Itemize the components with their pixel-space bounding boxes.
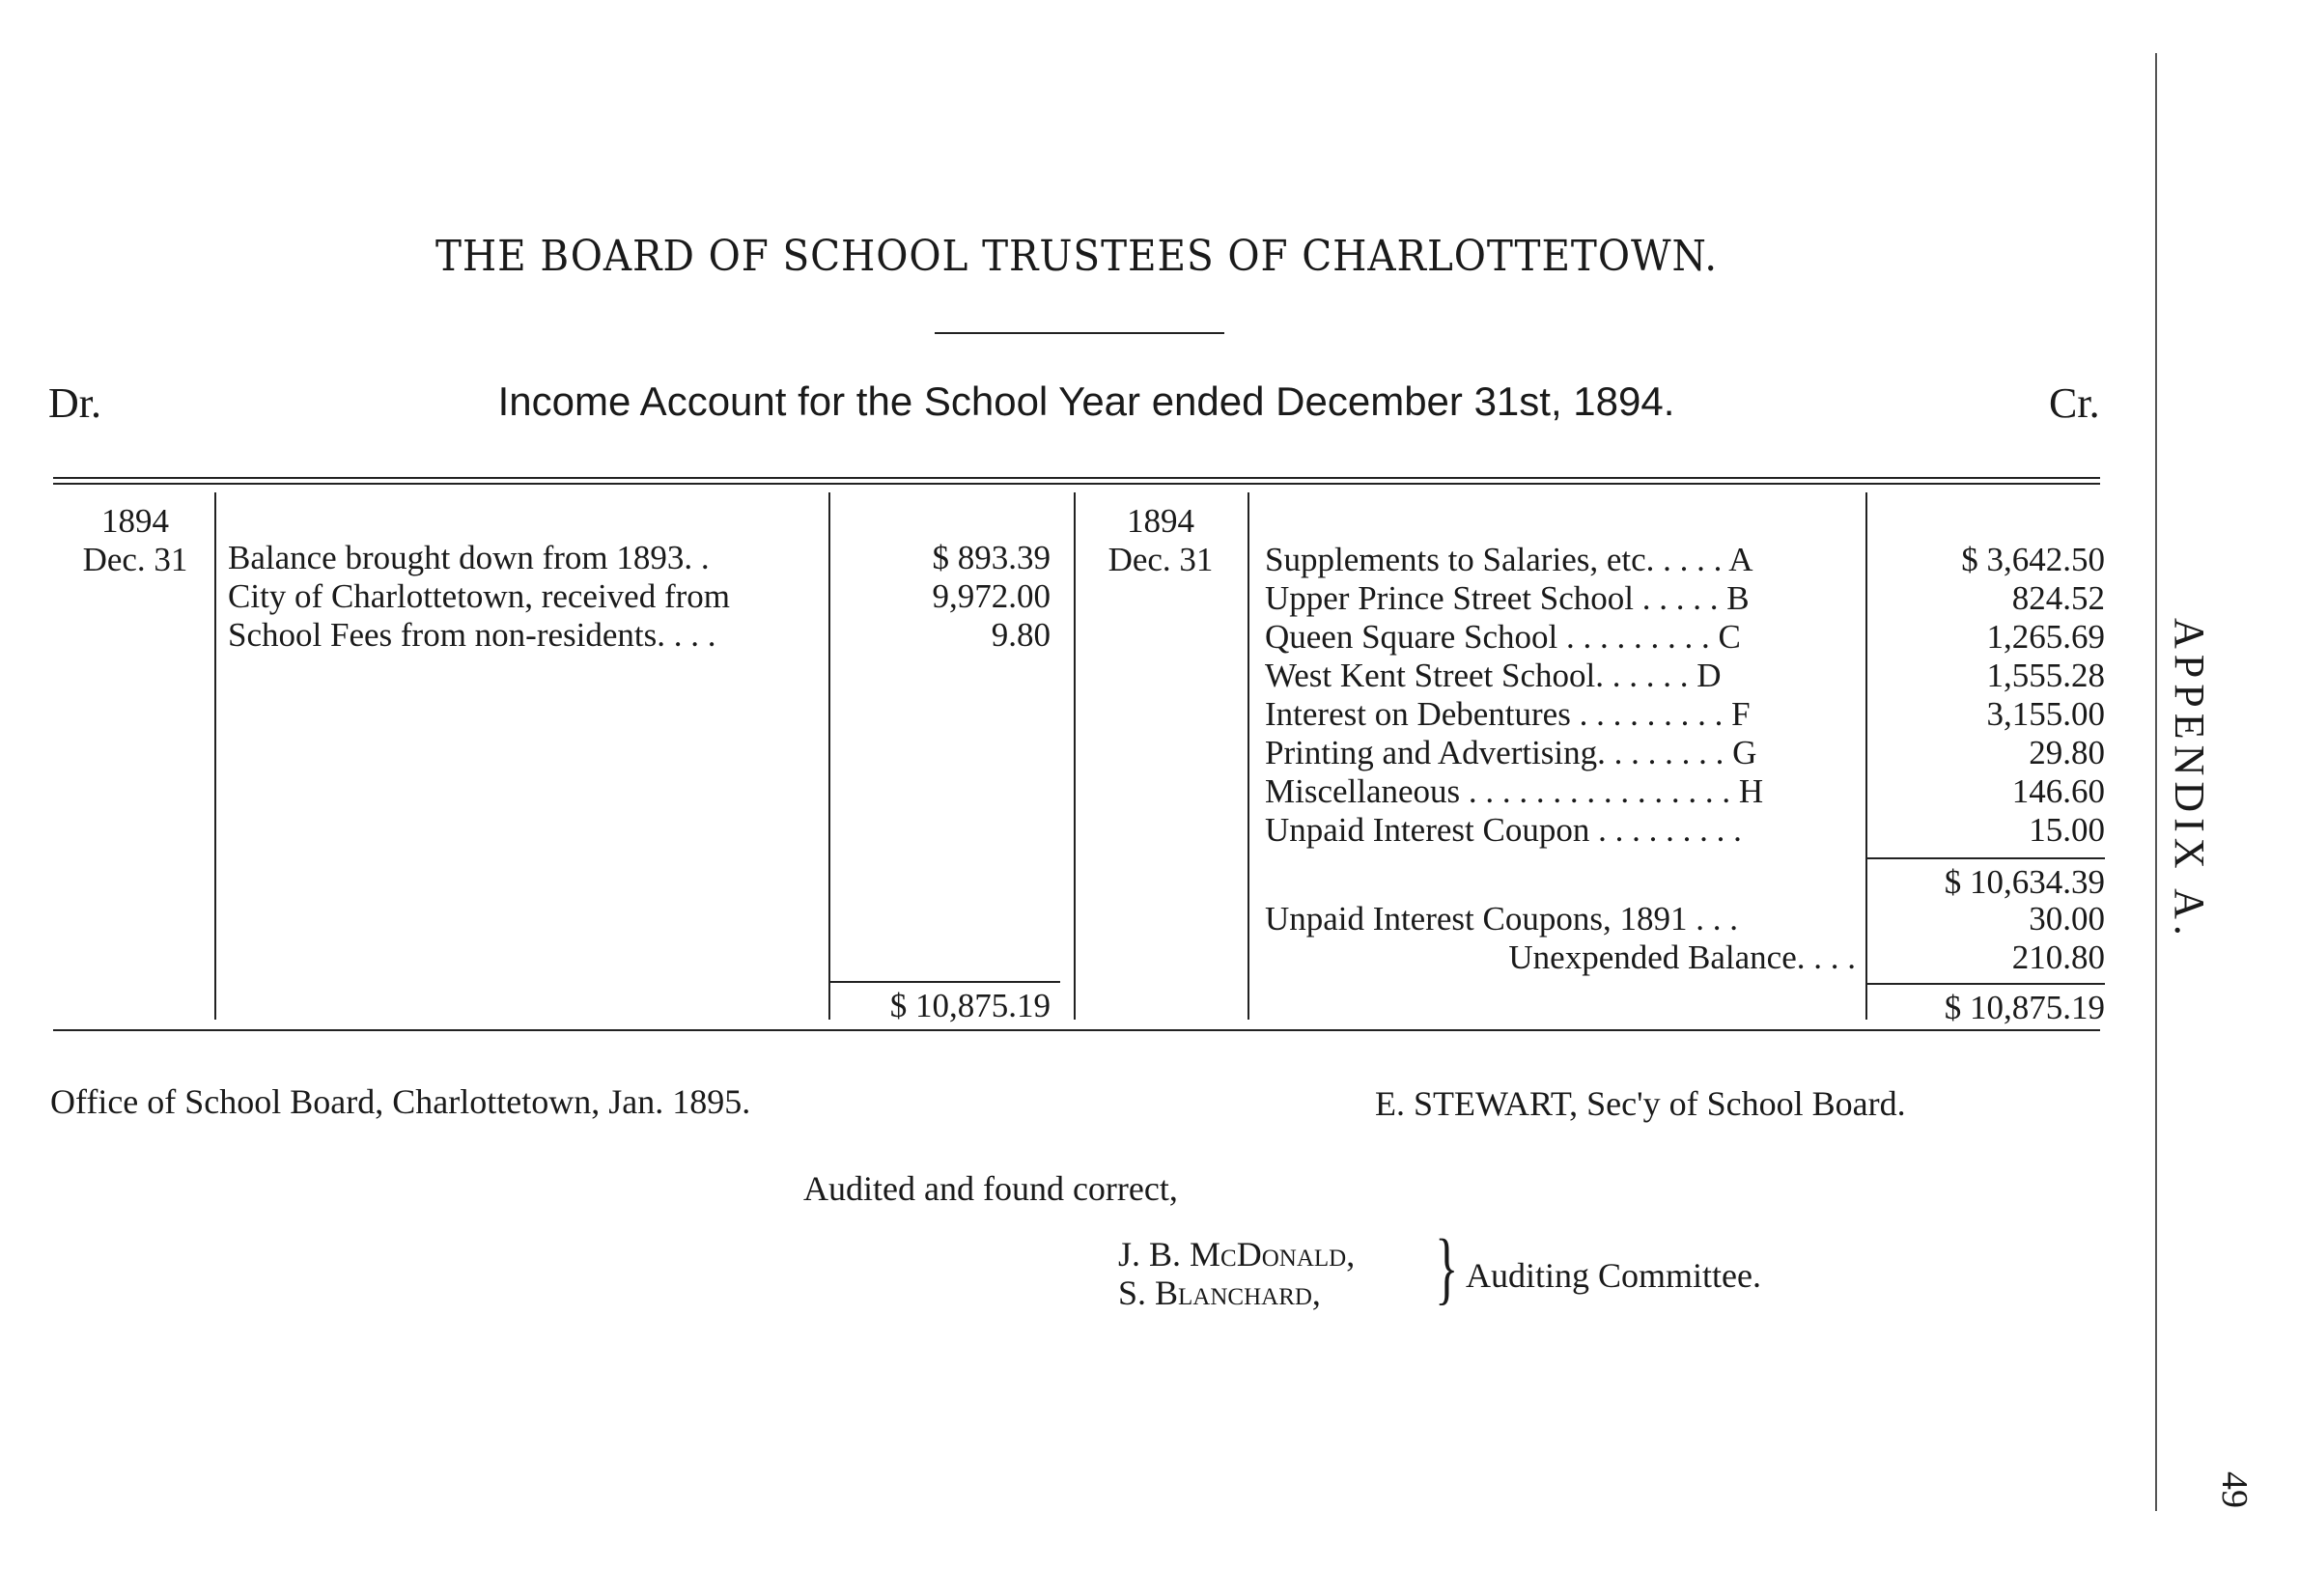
debit-total-rule bbox=[828, 981, 1060, 983]
debit-item-label: City of Charlottetown, received from bbox=[228, 577, 730, 615]
credit-extra-label: Unexpended Balance. . . . bbox=[1508, 938, 1856, 976]
secretary-line: E. STEWART, Sec'y of School Board. bbox=[1375, 1084, 1906, 1123]
committee-label: Auditing Committee. bbox=[1466, 1256, 1761, 1295]
credit-total: $ 10,875.19 bbox=[1944, 989, 2105, 1026]
column-divider bbox=[1248, 492, 1249, 1020]
page-title: THE BOARD OF SCHOOL TRUSTEES OF CHARLOTTETOWN. bbox=[435, 232, 1719, 281]
credit-item-amount: 146.60 bbox=[2011, 772, 2105, 810]
table-bottom-rule bbox=[53, 1029, 2100, 1031]
brace-glyph: } bbox=[1435, 1223, 1459, 1313]
credit-item-label: Unpaid Interest Coupon . . . . . . . . . bbox=[1265, 811, 1742, 849]
auditor-name: J. B. McDonald, bbox=[1118, 1235, 1356, 1274]
debit-item-amount: 9,972.00 bbox=[932, 577, 1051, 615]
credit-item-label: Queen Square School . . . . . . . . . C bbox=[1265, 618, 1741, 656]
credit-item-label: West Kent Street School. . . . . . D bbox=[1265, 657, 1722, 694]
credit-item-label: Miscellaneous . . . . . . . . . . . . . . . . H bbox=[1265, 772, 1764, 810]
debit-item-label: Balance brought down from 1893. . bbox=[228, 539, 710, 576]
debit-date: Dec. 31 bbox=[82, 541, 188, 578]
credit-item-amount: 3,155.00 bbox=[1986, 695, 2105, 733]
appendix-label: APPENDIX A. bbox=[2166, 618, 2213, 941]
debit-item-label: School Fees from non-residents. . . . bbox=[228, 616, 716, 654]
credit-item-label: Interest on Debentures . . . . . . . . . F bbox=[1265, 695, 1751, 733]
debit-total: $ 10,875.19 bbox=[889, 987, 1051, 1024]
credit-item-amount: 824.52 bbox=[2011, 579, 2105, 617]
table-top-rule-inner bbox=[53, 483, 2100, 485]
credit-subtotal: $ 10,634.39 bbox=[1944, 863, 2105, 901]
column-divider bbox=[214, 492, 216, 1020]
audited-line: Audited and found correct, bbox=[803, 1169, 1178, 1208]
debit-label: Dr. bbox=[48, 379, 101, 427]
office-line: Office of School Board, Charlottetown, Jan. 1895. bbox=[50, 1082, 751, 1121]
column-divider bbox=[1865, 492, 1867, 1020]
credit-item-amount: 15.00 bbox=[2029, 811, 2105, 849]
page-number: 49 bbox=[2214, 1471, 2255, 1508]
credit-item-amount: 29.80 bbox=[2029, 734, 2105, 771]
debit-year: 1894 bbox=[101, 502, 169, 540]
credit-extra-label: Unpaid Interest Coupons, 1891 . . . bbox=[1265, 900, 1738, 938]
table-top-rule bbox=[53, 477, 2100, 479]
account-subtitle: Income Account for the School Year ended December 31st, 1894. bbox=[497, 378, 1675, 424]
credit-year: 1894 bbox=[1127, 502, 1194, 540]
debit-item-amount: $ 893.39 bbox=[932, 539, 1051, 576]
credit-item-label: Supplements to Salaries, etc. . . . . A bbox=[1265, 541, 1753, 578]
credit-item-label: Printing and Advertising. . . . . . . . G bbox=[1265, 734, 1757, 771]
credit-item-amount: $ 3,642.50 bbox=[1961, 541, 2105, 578]
column-divider bbox=[828, 492, 830, 1020]
title-divider bbox=[935, 332, 1224, 334]
credit-extra-amount: 30.00 bbox=[2029, 900, 2105, 938]
credit-subtotal-rule bbox=[1865, 857, 2105, 859]
debit-item-amount: 9.80 bbox=[991, 616, 1051, 654]
credit-item-label: Upper Prince Street School . . . . . B bbox=[1265, 579, 1750, 617]
credit-extra-amount: 210.80 bbox=[2011, 938, 2105, 976]
margin-rule bbox=[2155, 53, 2157, 1511]
credit-item-amount: 1,555.28 bbox=[1986, 657, 2105, 694]
credit-item-amount: 1,265.69 bbox=[1986, 618, 2105, 656]
credit-total-rule bbox=[1865, 983, 2105, 985]
credit-label: Cr. bbox=[2049, 379, 2100, 427]
auditor-name: S. Blanchard, bbox=[1118, 1274, 1321, 1312]
credit-date: Dec. 31 bbox=[1107, 541, 1214, 578]
